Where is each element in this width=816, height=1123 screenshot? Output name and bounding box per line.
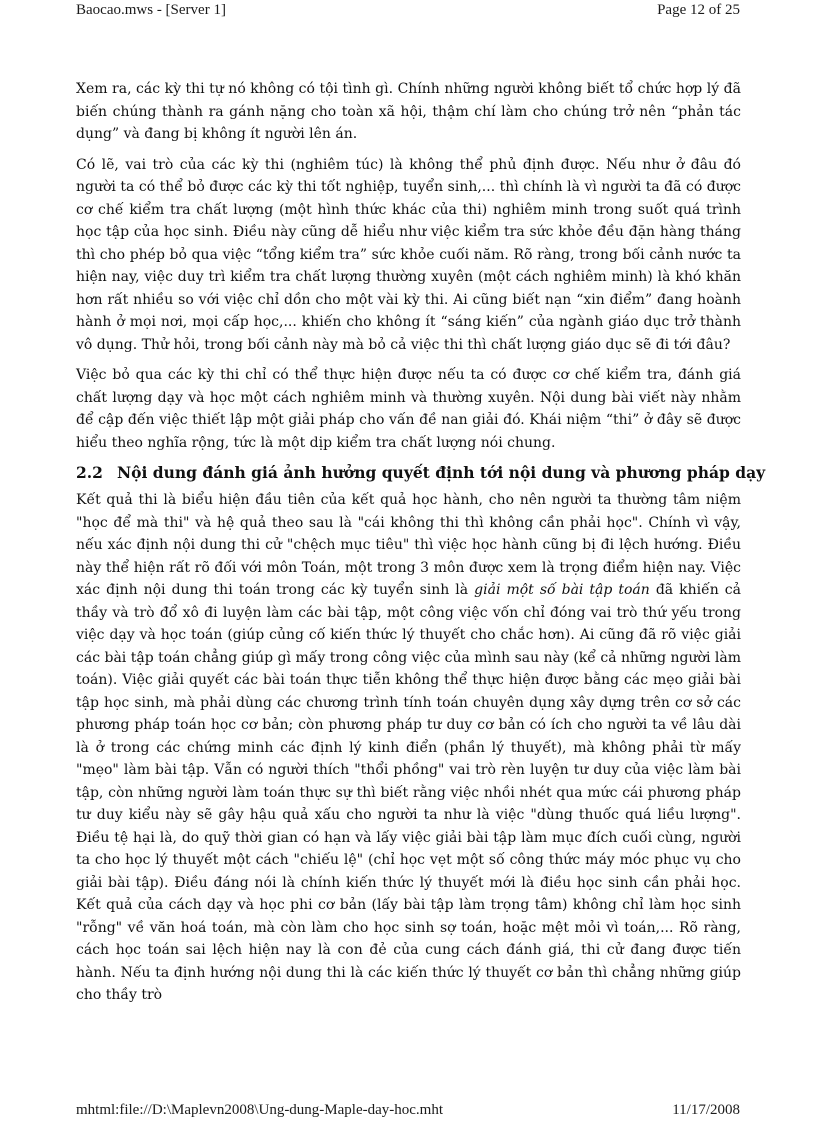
- paragraph: Xem ra, các kỳ thi tự nó không có tội tình gì. Chính những người không biết tổ chức hợp lý đã biến chúng thành ra gánh nặng cho toàn xã hội, thậm chí làm cho chúng trở nên “phản tác dụng” và đang bị không ít người lên án.: [76, 81, 741, 142]
- document-body: [76, 78, 766, 1007]
- section-title: Nội dung đánh giá ảnh hưởng quyết định tới nội dung và phương pháp dạy: [116, 463, 766, 482]
- paragraph: Có lẽ, vai trò của các kỳ thi (nghiêm túc) là không thể phủ định được. Nếu như ở đâu đó người ta có thể bỏ được các kỳ thi tốt nghiệp, tuyển sinh,... thì chính là vì người ta đã có được cơ chế kiểm tra chất lượng (một hình thức khác của thi) nghiêm minh trong suốt quá trình học tập của học sinh. Điều này cũng dễ hiểu như việc kiểm tra sức khỏe đều đặn hàng tháng thì cho phép bỏ qua việc “tổng kiểm tra” sức khỏe cuối năm. Rõ ràng, trong bối cảnh nước ta hiện nay, việc duy trì kiểm tra chất lượng thường xuyên (một cách nghiêm minh) là khó khăn hơn rất nhiều so với việc chỉ dồn cho một vài kỳ thi. Ai cũng biết nạn “xin điểm” đang hoành hành ở mọi nơi, mọi cấp học,... khiến cho không ít “sáng kiến” của ngành giáo dục trở thành vô dụng. Thử hỏi, trong bối cảnh này mà bỏ cả việc thi thì chất lượng giáo dục sẽ đi tới đâu?: [76, 156, 741, 353]
- section-number: 2.2: [76, 463, 103, 482]
- page-indicator: Page 12 of 25: [657, 2, 740, 18]
- text-run: đã khiến cả thầy và trò đổ xô đi luyện làm các bài tập, một công việc vốn chỉ đóng vai trò thứ yếu trong việc dạy và học toán (giúp củng cố kiến thức lý thuyết cho chắc hơn). Ai cũng đã rõ việc giải các bài tập toán chẳng giúp gì mấy trong công việc của mình sau này (kể cả những người làm toán). Việc giải quyết các bài toán thực tiễn không thể thực hiện được bằng các mẹo giải bài tập học sinh, mà phải dùng các chương trình tính toán chuyên dụng xây dựng trên cơ sở các phương pháp toán học cơ bản; còn phương pháp tư duy cơ bản có ích cho người ta về lâu dài là ở trong các chứng minh các định lý kinh điển (phần lý thuyết), mà không phải từ mấy "mẹo" làm bài tập. Vẫn có người thích "thổi phồng" vai trò rèn luyện tư duy của việc làm bài tập, còn những người làm toán thực sự thì biết rằng việc nhồi nhét qua mức cái phương pháp tư duy kiểu này sẽ gây hậu quả xấu cho người ta như là việc "dùng thuốc quá liều lượng". Điều tệ hại là, do quỹ thời gian có hạn và lấy việc giải bài tập làm mục đích cuối cùng, người ta cho học lý thuyết một cách "chiếu lệ" (chỉ học vẹt một số công thức máy móc phục vụ cho giải bài tập). Điều đáng nói là chính kiến thức lý thuyết mới là điều học sinh cần phải học. Kết quả của cách dạy và học phi cơ bản (lấy bài tập làm trọng tâm) không chỉ làm học sinh "rỗng" về văn hoá toán, mà còn làm cho học sinh sợ toán, hoặc mệt mỏi vì toán,... Rõ ràng, cách học toán sai lệch hiện nay là con đẻ của cung cách đánh giá, thi cử đang được tiến hành. Nếu ta định hướng nội dung thi là các kiến thức lý thuyết cơ bản thì chẳng những giúp cho thầy trò: [76, 582, 741, 1003]
- file-url: mhtml:file://D:\Maplevn2008\Ung-dung-Maple-day-hoc.mht: [76, 1102, 444, 1118]
- text-run: Kết quả thi là biểu hiện đầu tiên của kết quả học hành, cho nên người ta thường tâm niệm "học để mà thi" và hệ quả theo sau là "cái không thi thì không cần phải học". Chính vì vậy, nếu xác định nội dung thi cử "chệch mục tiêu" thì việc học hành cũng bị đi lệch hướng. Điều này thể hiện rất rõ đối với môn Toán, một trong 3 môn được xem là trọng điểm hiện nay. Việc xác định nội dung thi toán trong các kỳ tuyển sinh là: [76, 492, 741, 598]
- section-paragraph: [76, 489, 741, 1007]
- section-heading: [76, 462, 766, 484]
- print-date: 11/17/2008: [672, 1102, 740, 1118]
- paragraph: Việc bỏ qua các kỳ thi chỉ có thể thực hiện được nếu ta có được cơ chế kiểm tra, đánh giá chất lượng dạy và học một cách nghiêm minh và thường xuyên. Nội dung bài viết này nhằm để cập đến việc thiết lập một giải pháp cho vấn đề nan giải đó. Khái niệm “thi” ở đây sẽ được hiểu theo nghĩa rộng, tức là một dịp kiểm tra chất lượng nói chung.: [76, 367, 741, 451]
- italic-text-run: giải một số bài tập toán: [474, 582, 650, 598]
- window-title: Baocao.mws - [Server 1]: [76, 2, 226, 18]
